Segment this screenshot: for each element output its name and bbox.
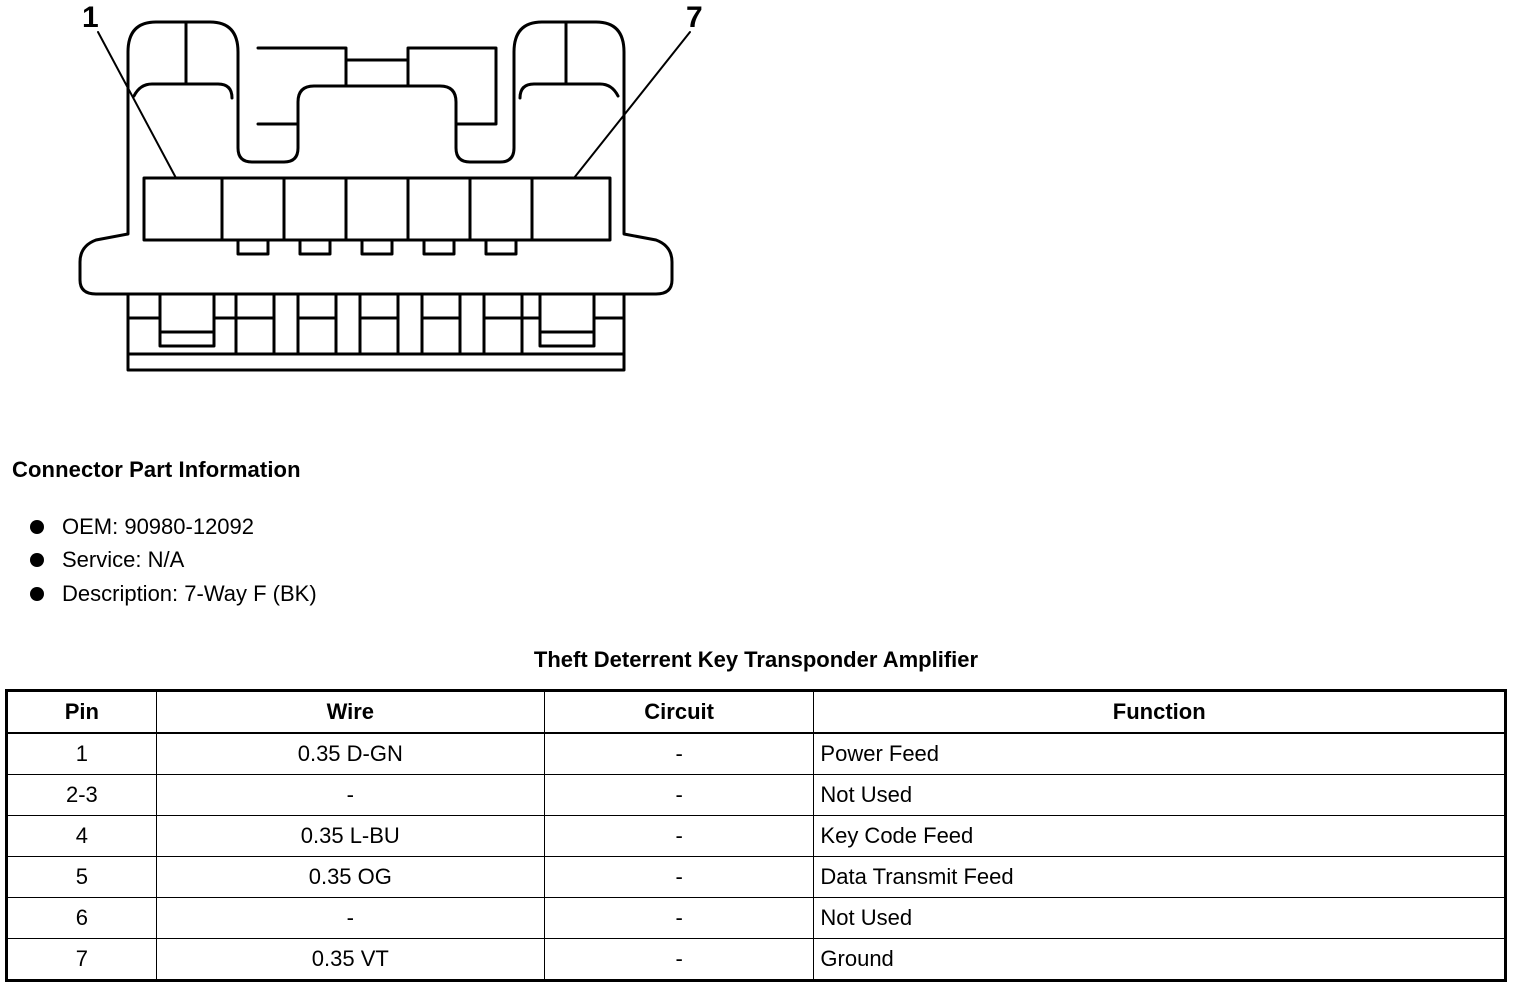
cell-pin: 5 [7, 857, 157, 898]
cavity-tab [300, 240, 330, 254]
table-row [7, 898, 1506, 939]
cell-wire: 0.35 D-GN [156, 733, 544, 775]
cell-wire: - [156, 898, 544, 939]
cell-circuit: - [544, 775, 814, 816]
list-item [30, 510, 317, 544]
cell-pin: 7 [7, 939, 157, 981]
cell-pin: 1 [7, 733, 157, 775]
cavity-2 [222, 178, 284, 240]
bullet-icon [30, 553, 44, 567]
oem-part-number: OEM: 90980-12092 [62, 513, 255, 539]
cell-circuit: - [544, 939, 814, 981]
leader-line-pin-1 [98, 32, 176, 178]
table-row [7, 775, 1506, 816]
cell-function: Power Feed [814, 733, 1506, 775]
cavity-tab [424, 240, 454, 254]
connector-info-list [30, 510, 317, 611]
cavity-6 [470, 178, 532, 240]
table-header-row [7, 691, 1506, 734]
cell-function: Key Code Feed [814, 816, 1506, 857]
service-part-number: Service: N/A [62, 547, 185, 573]
column-header-circuit: Circuit [544, 691, 814, 734]
connector-info-title: Connector Part Information [12, 457, 301, 482]
table-row [7, 816, 1506, 857]
cell-function: Ground [814, 939, 1506, 981]
connector-face-diagram [0, 0, 720, 380]
cell-wire: 0.35 VT [156, 939, 544, 981]
cell-circuit: - [544, 816, 814, 857]
table-row [7, 939, 1506, 981]
cavity-1 [144, 178, 222, 240]
bullet-icon [30, 520, 44, 534]
cell-wire: - [156, 775, 544, 816]
cell-pin: 2-3 [7, 775, 157, 816]
cavity-tab [486, 240, 516, 254]
pin-callout-1: 1 [82, 1, 99, 34]
cavity-4 [346, 178, 408, 240]
table-row [7, 733, 1506, 775]
cell-circuit: - [544, 898, 814, 939]
cell-wire: 0.35 OG [156, 857, 544, 898]
bullet-icon [30, 587, 44, 601]
right-latch-detail [520, 22, 618, 98]
cavity-tab [362, 240, 392, 254]
column-header-wire: Wire [156, 691, 544, 734]
table-title: Theft Deterrent Key Transponder Amplifier [533, 647, 979, 672]
list-item [30, 544, 317, 578]
cavity-3 [284, 178, 346, 240]
cell-function: Data Transmit Feed [814, 857, 1506, 898]
leader-line-pin-7 [574, 32, 690, 178]
cell-circuit: - [544, 733, 814, 775]
table-row [7, 857, 1506, 898]
list-item [30, 577, 317, 611]
column-header-pin: Pin [7, 691, 157, 734]
cell-circuit: - [544, 857, 814, 898]
cavity-7 [532, 178, 610, 240]
cell-pin: 6 [7, 898, 157, 939]
cell-pin: 4 [7, 816, 157, 857]
connector-description: Description: 7-Way F (BK) [62, 580, 317, 606]
end-terminal-left [128, 294, 236, 346]
cell-function: Not Used [814, 898, 1506, 939]
left-latch-detail [134, 22, 232, 98]
cavity-tab [238, 240, 268, 254]
column-header-function: Function [814, 691, 1506, 734]
cavity-5 [408, 178, 470, 240]
end-terminal-right [522, 294, 624, 346]
cell-wire: 0.35 L-BU [156, 816, 544, 857]
pin-callout-7: 7 [686, 1, 703, 34]
cell-function: Not Used [814, 775, 1506, 816]
pinout-table [5, 689, 1507, 982]
